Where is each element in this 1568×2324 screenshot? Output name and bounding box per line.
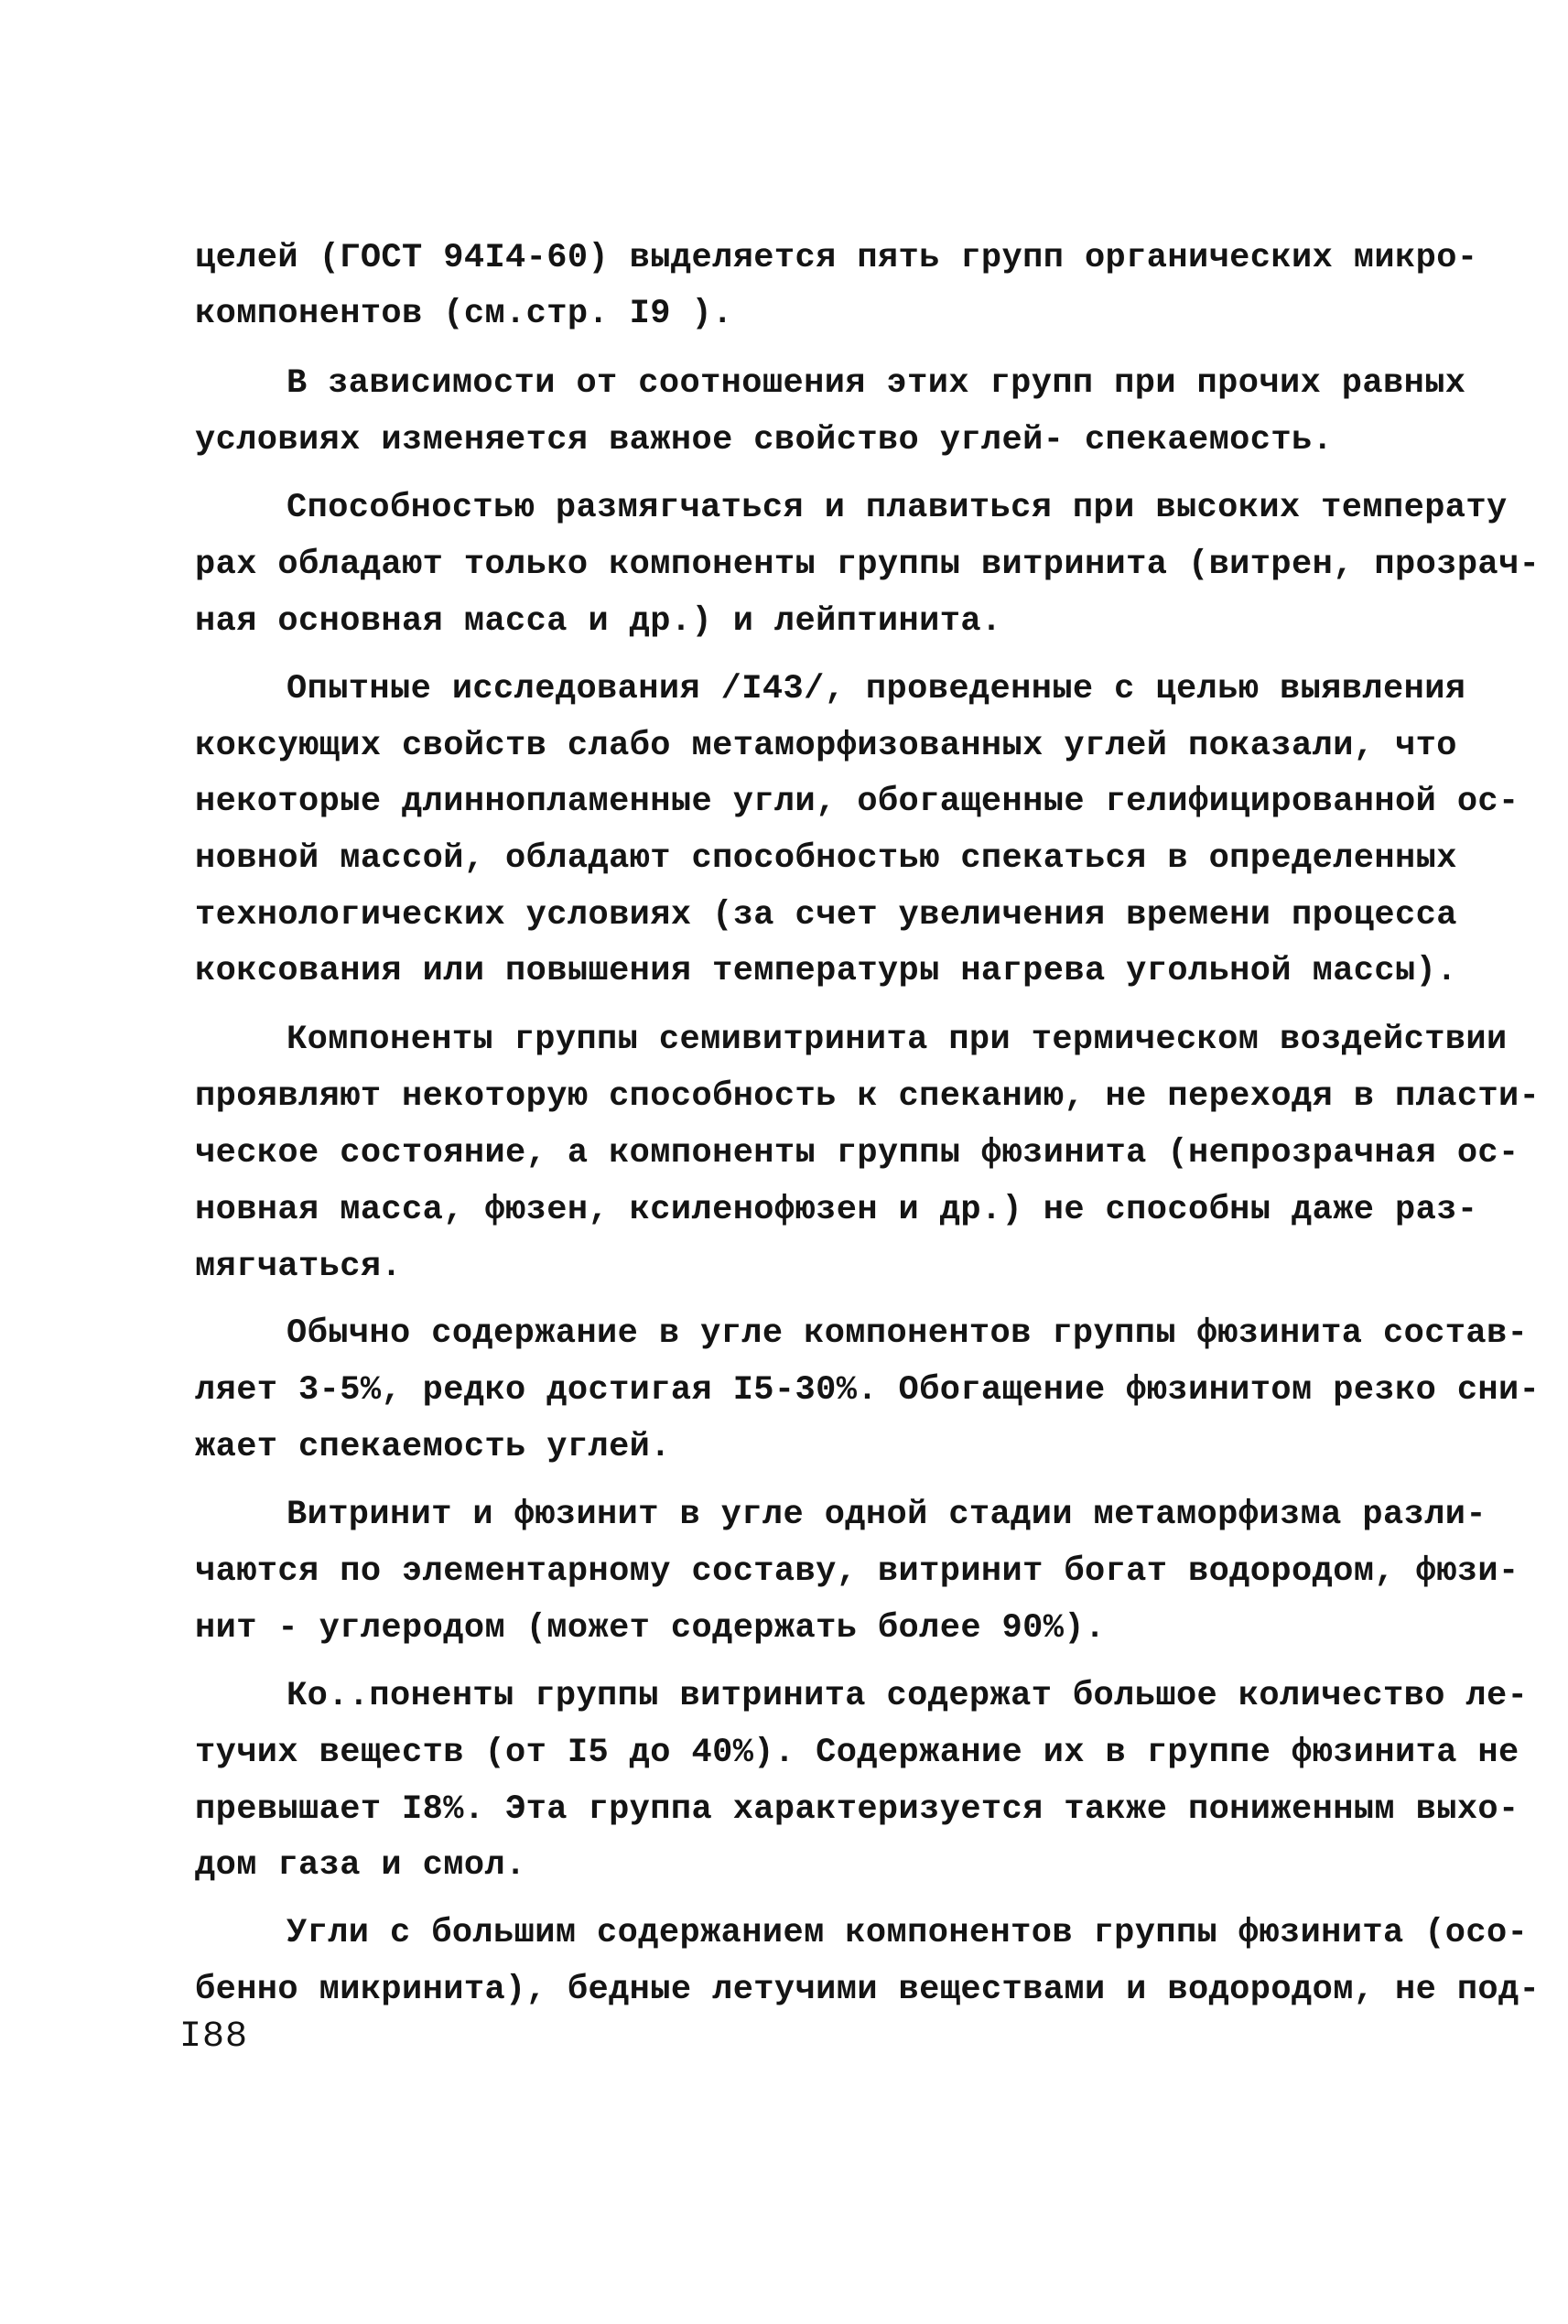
text-line: новная масса, фюзен, ксиленофюзен и др.) не способны даже раз- xyxy=(195,1191,1478,1229)
text-line: Компоненты группы семивитринита при термическом воздействии xyxy=(287,1021,1508,1059)
text-line: проявляют некоторую способность к спеканию, не переходя в пласти- xyxy=(195,1077,1541,1116)
text-line: мягчаться. xyxy=(195,1248,403,1286)
text-line: ческое состояние, а компоненты группы фюзинита (непрозрачная ос- xyxy=(195,1134,1519,1173)
text-line: рах обладают только компоненты группы витринита (витрен, прозрач- xyxy=(195,546,1541,584)
text-line: превышает I8%. Эта группа характеризуется также пониженным выхо- xyxy=(195,1790,1519,1829)
text-line: Опытные исследования /I43/, проведенные с целью выявления xyxy=(287,670,1466,708)
text-line: Обычно содержание в угле компонентов группы фюзинита состав- xyxy=(287,1314,1529,1353)
text-line: некоторые длиннопламенные угли, обогащенные гелифицированной ос- xyxy=(195,783,1519,821)
text-line: нит - углеродом (может содержать более 90%). xyxy=(195,1609,1106,1648)
text-line: Витринит и фюзинит в угле одной стадии метаморфизма разли- xyxy=(287,1496,1487,1534)
text-line: жает спекаемость углей. xyxy=(195,1428,671,1466)
text-line: чаются по элементарному составу, витринит богат водородом, фюзи- xyxy=(195,1552,1519,1591)
text-line: Ко..поненты группы витринита содержат большое количество ле- xyxy=(287,1677,1529,1715)
text-line: тучих веществ (от I5 до 40%). Содержание их в группе фюзинита не xyxy=(195,1734,1519,1772)
text-line: коксования или повышения температуры нагрева угольной массы). xyxy=(195,952,1457,990)
text-line: ная основная масса и др.) и лейптинита. xyxy=(195,602,1002,641)
text-line: условиях изменяется важное свойство углей- спекаемость. xyxy=(195,421,1334,459)
text-line: новной массой, обладают способностью спекаться в определенных xyxy=(195,839,1457,878)
text-line: В зависимости от соотношения этих групп при прочих равных xyxy=(287,364,1466,403)
page-number: I88 xyxy=(179,2016,249,2058)
text-line: Способностью размягчаться и плавиться при высоких температу xyxy=(287,489,1508,527)
text-line: компонентов (см.стр. I9 ). xyxy=(195,295,733,333)
text-line: Угли с большим содержанием компонентов группы фюзинита (осо- xyxy=(287,1914,1529,1952)
text-line: коксующих свойств слабо метаморфизованных углей показали, что xyxy=(195,727,1457,765)
text-line: бенно микринита), бедные летучими веществами и водородом, не под- xyxy=(195,1971,1541,2009)
text-line: ляет 3-5%, редко достигая I5-30%. Обогащение фюзинитом резко сни- xyxy=(195,1371,1541,1410)
text-line: технологических условиях (за счет увеличения времени процесса xyxy=(195,896,1457,935)
text-line: дом газа и смол. xyxy=(195,1846,526,1885)
text-line: целей (ГОСТ 94I4-60) выделяется пять групп органических микро- xyxy=(195,239,1478,277)
